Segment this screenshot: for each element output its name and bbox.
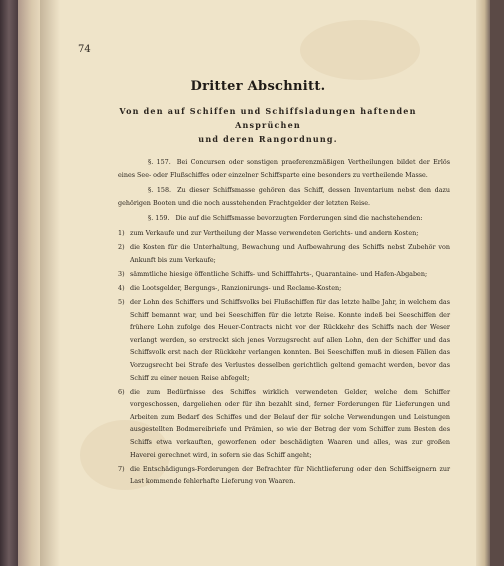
cover-edge [18,0,40,566]
paragraph-158 [118,184,450,209]
section-subtitle [100,104,436,146]
list-item [118,463,450,488]
item-number: 5) [118,297,125,306]
list-item [118,282,450,295]
item-text: die Kosten für die Unterhaltung, Bewachung und Aufbewahrung des Schiffs nebst Zubehör von Ankunft bis zum Verkaufe; [130,243,450,264]
item-number: 7) [118,464,125,473]
item-text: zum Verkaufe und zur Vertheilung der Masse verwendeten Gerichts- und andern Kosten; [130,228,419,237]
page-edge [476,0,490,566]
item-text: sämmtliche hiesige öffentliche Schiffs- und Schifffahrts-, Quarantaine- und Hafen-Abgaben; [130,269,428,278]
page-number: 74 [78,44,91,55]
book-binding [0,0,18,566]
list-item [118,386,450,462]
paragraph-text: Zu dieser Schiffsmasse gehören das Schiff, dessen Inventarium nebst den dazu gehörigen Booten und die noch ausstehenden Frachtgelder der letzten Reise. [118,186,450,207]
list-item [118,227,450,240]
item-text: der Lohn des Schiffers und Schiffsvolks bei Flußschiffen für das letzte halbe Jahr, in welchem das Schiff bemannt war, und bei Seeschiffen für die letzte Reise. Konnte indeß bei Seeschiffen der frühere Lohn zufolge des Heuer-Contracts nicht vor der Rückkehr des Schiffs nach der Weser verlangt werden, so erstreckt sich jenes Vorzugsrecht auf allen Lohn, den der Schiffer und das Schiffsvolk erst nach der Rückkehr verlangen konnten. Bei Seeschiffen muß in diesen Fällen das Vorzugsrecht bei Strafe des Verlustes desselben gerichtlich geltend gemacht werden, bevor das Schiff zu einer neuen Reise abfegelt; [130,297,450,382]
item-number: 4) [118,283,125,292]
subtitle-line: Von den auf Schiffen und Schiffsladungen haftenden Ansprüchen [119,106,417,130]
list-item [118,296,450,384]
paragraph-157 [118,156,450,181]
body-text [118,156,450,489]
item-text: die Entschädigungs-Forderungen der Befrachter für Nichtlieferung oder den Schiffseignern zur Last kommende fehlerhafte Lieferung von Waaren. [130,464,450,486]
paper-stain [300,20,420,80]
item-number: 6) [118,387,125,396]
item-text: die Lootsgelder, Bergungs-, Ranzionirungs- und Reclame-Kosten; [130,283,342,292]
item-text: die zum Bedürfnisse des Schiffes wirklich verwendeten Gelder, welche dem Schiffer vorgeschossen, dargeliehen oder für ihn bezahlt sind, ferner Forderungen für Lieferungen und Arbeiten zum Bedarf des Schiffes und der Belauf der für solche Verwendungen und Leistungen ausgestellten Bodmereibriefe und Prämien, so wie der Betrag der vom Schiffer zum Besten des Schiffs etwa verkauften, geworfenen oder beschädigten Waaren und alles, was zur großen Haverei gerechnet wird, in sofern sie das Schiff angeht; [130,387,450,459]
section-number: §. 157. [148,158,171,166]
paragraph-text: Bei Concursen oder sonstigen praeferenzmäßigen Vertheilungen bildet der Erlös eines See- oder Flußschiffes oder einzelner Schiffsparte eine besonders zu vertheilende Masse. [118,158,450,179]
claims-list [118,227,450,488]
section-number: §. 159. [148,214,170,223]
subtitle-line: und deren Rangordnung. [198,134,338,144]
list-item [118,241,450,266]
section-title: Dritter Abschnitt. [190,79,326,94]
item-number: 2) [118,243,125,252]
section-number: §. 158. [148,186,172,195]
paragraph-159 [118,212,450,225]
list-item [118,268,450,281]
item-number: 3) [118,269,125,278]
paragraph-text: Die auf die Schiffsmasse bevorzugten Forderungen sind die nachstehenden: [175,214,423,223]
item-number: 1) [118,228,125,237]
